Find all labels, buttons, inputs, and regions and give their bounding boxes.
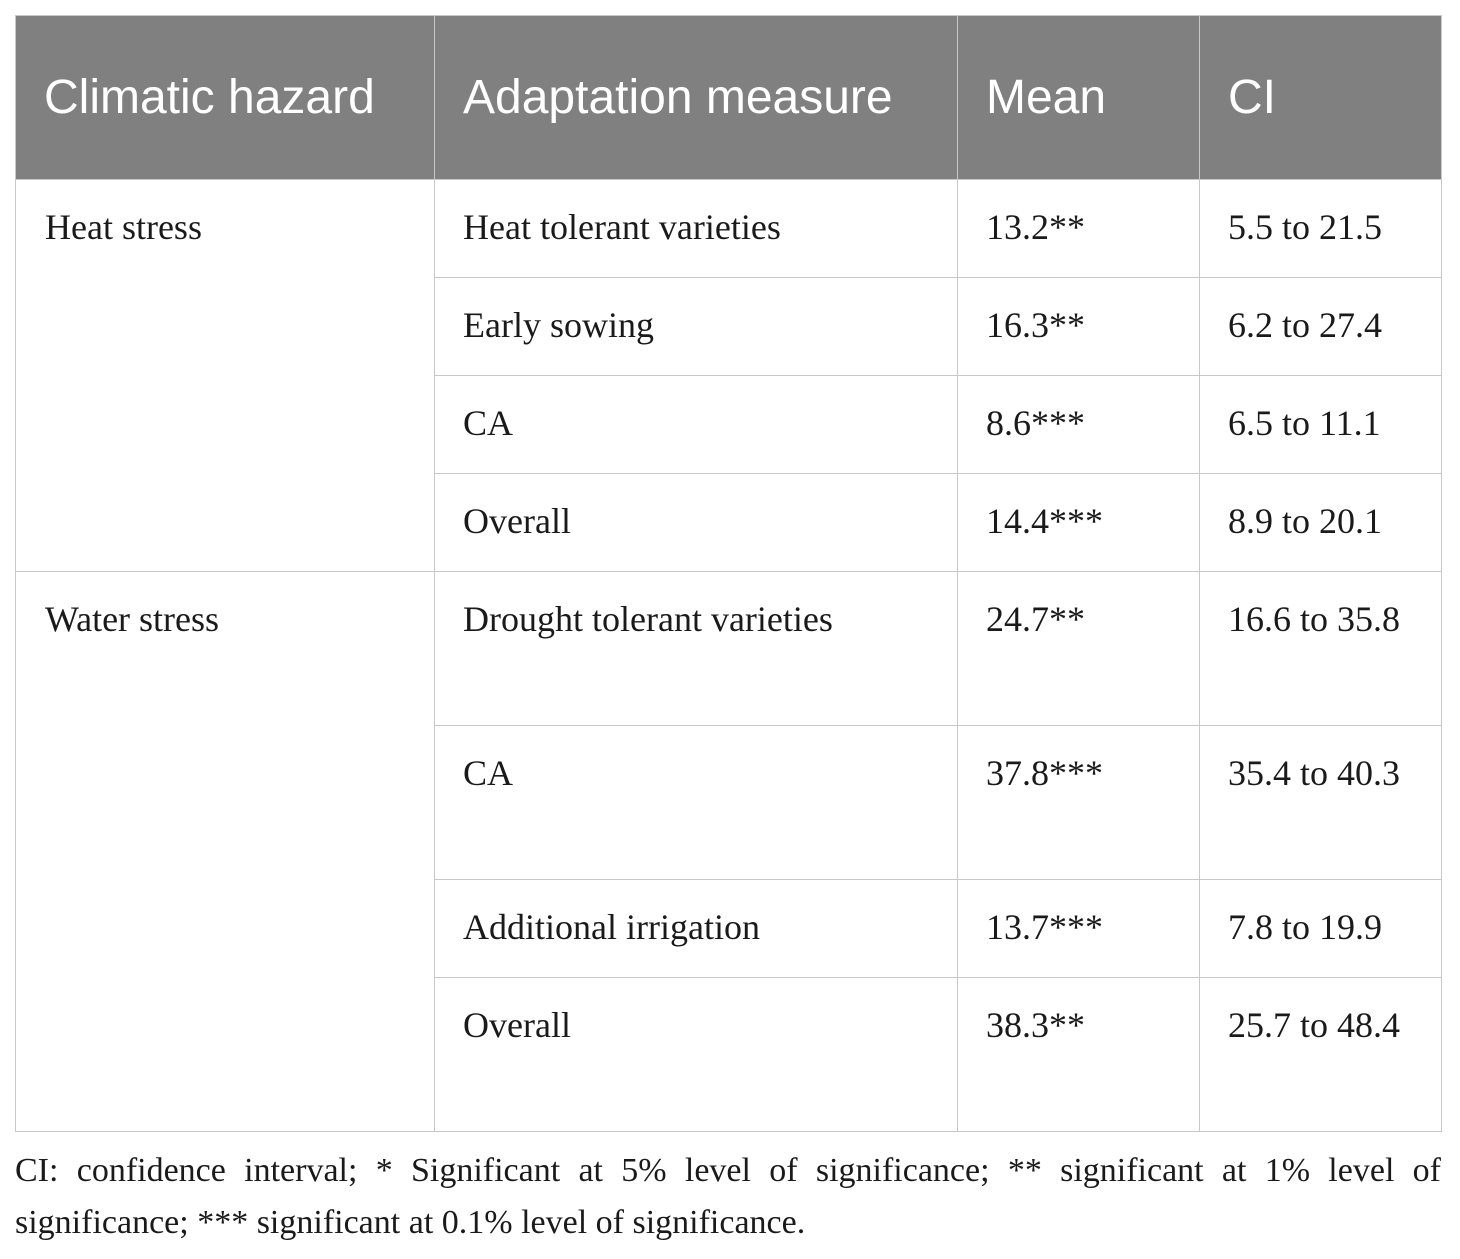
measure-cell: Heat tolerant varieties: [435, 180, 958, 278]
ci-cell: 7.8 to 19.9: [1200, 880, 1442, 978]
measure-cell: Drought tolerant varieties: [435, 572, 958, 726]
ci-cell: 8.9 to 20.1: [1200, 474, 1442, 572]
mean-cell: 13.2**: [958, 180, 1200, 278]
measure-cell: Overall: [435, 474, 958, 572]
header-climatic-hazard: Climatic hazard: [16, 16, 435, 180]
header-ci: CI: [1200, 16, 1442, 180]
mean-cell: 14.4***: [958, 474, 1200, 572]
table-header: [16, 16, 1442, 180]
ci-cell: 35.4 to 40.3: [1200, 726, 1442, 880]
table-row: [16, 572, 1442, 726]
hazard-cell-water-stress: Water stress: [16, 572, 435, 1132]
mean-cell: 24.7**: [958, 572, 1200, 726]
mean-cell: 37.8***: [958, 726, 1200, 880]
mean-cell: 8.6***: [958, 376, 1200, 474]
table-footnote: CI: confidence interval; * Significant at 5% level of significance; ** significant at 1% level of significance; *** significant at 0.1% level of significance.: [15, 1152, 1441, 1241]
measure-cell: Early sowing: [435, 278, 958, 376]
measure-cell: CA: [435, 726, 958, 880]
ci-cell: 6.5 to 11.1: [1200, 376, 1442, 474]
table-row: [16, 180, 1442, 278]
results-table-container: [15, 15, 1441, 1132]
hazard-cell-heat-stress: Heat stress: [16, 180, 435, 572]
ci-cell: 5.5 to 21.5: [1200, 180, 1442, 278]
ci-cell: 6.2 to 27.4: [1200, 278, 1442, 376]
mean-cell: 16.3**: [958, 278, 1200, 376]
header-adaptation-measure: Adaptation measure: [435, 16, 958, 180]
adaptation-results-table: [15, 15, 1442, 1132]
header-row: [16, 16, 1442, 180]
ci-cell: 16.6 to 35.8: [1200, 572, 1442, 726]
table-body: [16, 180, 1442, 1132]
mean-cell: 13.7***: [958, 880, 1200, 978]
header-mean: Mean: [958, 16, 1200, 180]
mean-cell: 38.3**: [958, 978, 1200, 1132]
measure-cell: CA: [435, 376, 958, 474]
measure-cell: Overall: [435, 978, 958, 1132]
measure-cell: Additional irrigation: [435, 880, 958, 978]
ci-cell: 25.7 to 48.4: [1200, 978, 1442, 1132]
